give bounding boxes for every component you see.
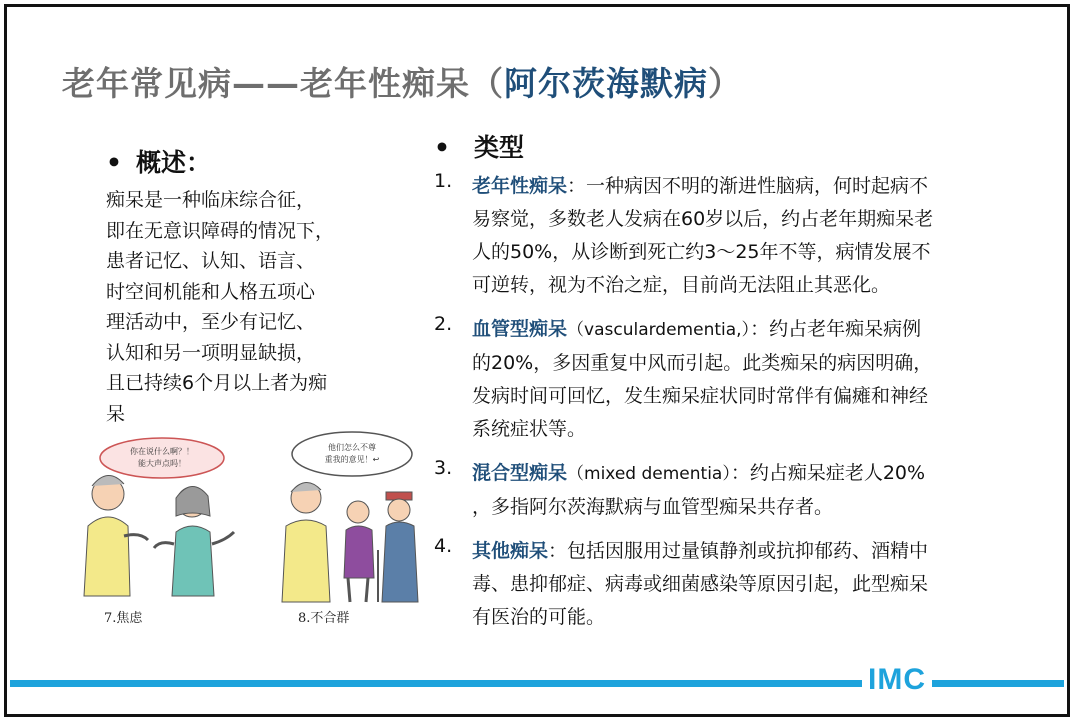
overview-line: 患者记忆、认知、语言、 [106, 250, 316, 272]
type-text: 有医治的可能。 [472, 606, 606, 628]
thought-bubble [292, 432, 412, 476]
imc-logo: IMC [868, 663, 926, 696]
overview-line: 认知和另一项明显缺损， [106, 341, 316, 364]
list-item [434, 535, 1024, 634]
type-term: 老年性痴呆 [472, 175, 568, 197]
type-text: ：约占痴呆症老人20% [730, 462, 926, 484]
type-text: ，多指阿尔茨海默病与血管型痴呆共存者。 [472, 496, 834, 518]
bubble-text-1: 你在说什么啊？！ [130, 447, 194, 456]
overview-line: 即在无意识障碍的情况下， [106, 219, 335, 242]
overview-line: 且已持续6个月以上者为痴 [106, 372, 328, 394]
bubble-text-1: 他们怎么不尊 [328, 443, 376, 452]
comic-anxiety-illustration [74, 436, 244, 606]
type-text: ：包括因服用过量镇静剂或抗抑郁药、酒精中 [548, 540, 929, 562]
slide-title [62, 58, 742, 105]
overview-line: 呆 [106, 402, 126, 425]
speech-bubble [100, 438, 224, 478]
type-english-name: （vasculardementia,） [567, 320, 751, 340]
type-english-name: （mixed dementia） [567, 464, 731, 484]
title-highlight: 阿尔茨海默病 [504, 64, 708, 103]
bubble-text-2: 重我的意见！↩ [324, 455, 380, 464]
overview-heading-text: 概述： [136, 148, 212, 177]
woman-body [172, 526, 214, 596]
type-text: 人的50%，从诊断到死亡约3～25年不等，病情发展不 [472, 241, 931, 263]
bubble-text-2: 能大声点吗！ [138, 459, 186, 468]
bullet-dot: • [434, 133, 450, 162]
overview-line: 理活动中，至少有记忆、 [106, 311, 316, 333]
list-item [434, 170, 1024, 302]
bullet-dot: • [106, 148, 122, 177]
type-term: 其他痴呆 [472, 540, 549, 562]
overview-line: 痴呆是一种临床综合征， [106, 189, 316, 211]
type-term: 混合型痴呆 [472, 462, 568, 484]
type-text: ：约占老年痴呆病例 [750, 318, 922, 340]
list-item [434, 313, 1024, 446]
type-text: 毒、患抑郁症、病毒或细菌感染等原因引起，此型痴呆 [472, 573, 929, 595]
types-list [434, 170, 1024, 645]
type-term: 血管型痴呆 [472, 318, 568, 340]
man-body [282, 520, 330, 602]
types-heading [434, 128, 524, 164]
type-text: 易察觉，多数老人发病在60岁以后，约占老年期痴呆老 [472, 208, 934, 230]
item-number: 2. [434, 313, 453, 335]
type-text: ：一种病因不明的渐进性脑病，何时起病不 [567, 175, 929, 197]
type-text: 的20%，多因重复中风而引起。此类痴呆的病因明确， [472, 352, 933, 374]
comic-caption-anxiety: 7.焦虑 [104, 611, 143, 626]
type-text: 可逆转，视为不治之症，目前尚无法阻止其恶化。 [472, 274, 891, 296]
overview-line: 时空间机能和人格五项心 [106, 280, 316, 303]
footer-bar-right [932, 680, 1064, 687]
footer-bar-left [10, 680, 862, 687]
item-number: 4. [434, 535, 453, 557]
overview-heading [106, 143, 211, 179]
person-body [344, 526, 374, 578]
overview-text [106, 185, 376, 425]
comic-caption-unsociable: 8.不合群 [298, 611, 350, 626]
list-item [434, 457, 1024, 524]
item-number: 3. [434, 457, 453, 479]
comic-unsociable-illustration [274, 430, 434, 606]
types-heading-text: 类型 [474, 133, 525, 162]
old-man-body [382, 522, 418, 602]
item-number: 1. [434, 170, 453, 192]
type-text: 发病时间可回忆，发生痴呆症状同时常伴有偏瘫和神经 [472, 385, 929, 407]
title-main: 老年常见病——老年性痴呆（ [62, 64, 504, 103]
title-close: ） [708, 64, 742, 103]
type-text: 系统症状等。 [472, 418, 587, 440]
man-body [84, 517, 130, 596]
